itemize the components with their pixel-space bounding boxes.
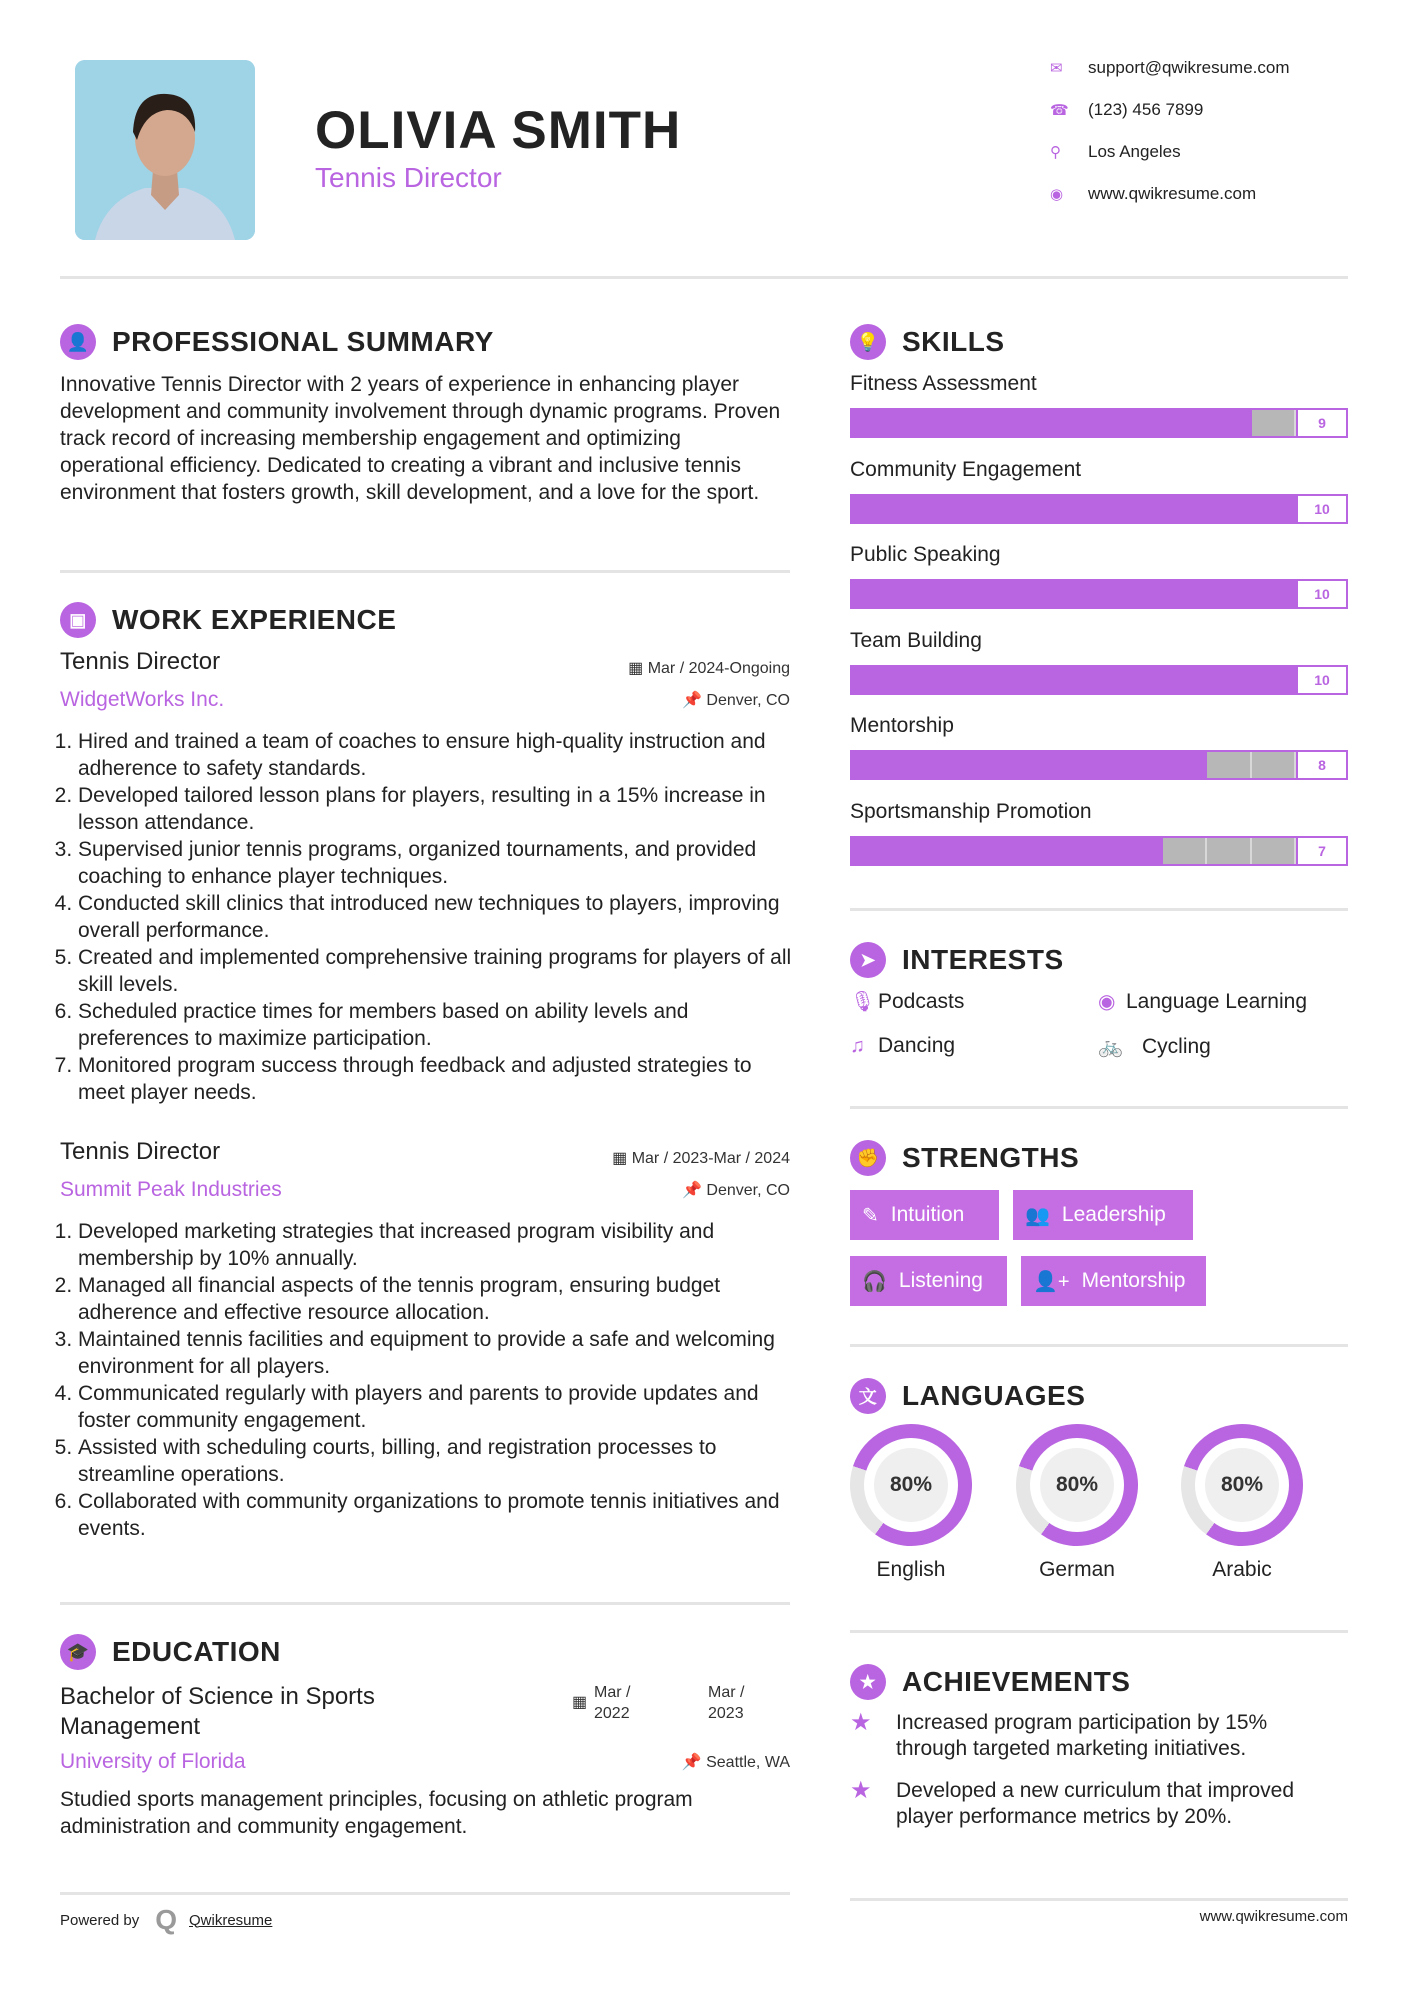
strength-chip <box>1021 1256 1206 1306</box>
strengths-heading <box>850 1140 1079 1176</box>
skills-heading <box>850 324 1005 360</box>
edu-date-start-text: Mar / 2022 <box>594 1684 631 1722</box>
microphone-icon: 🎙 <box>850 991 876 1013</box>
contact-website-text: www.qwikresume.com <box>1088 184 1257 203</box>
job-location-text: Denver, CO <box>706 692 790 709</box>
job-bullets <box>58 728 800 1106</box>
skill-bar-fill <box>852 667 1296 693</box>
magic-wand-icon: ✎ <box>862 1204 879 1227</box>
list-item: 3. Supervised junior tennis programs, organized tournaments, and provided coaching to enhance player techniques. <box>78 836 800 890</box>
calendar-icon: ▦ <box>612 1150 632 1167</box>
pin-icon: 📌 <box>681 1754 707 1771</box>
list-item: 5. Created and implemented comprehensive training programs for players of all skill levels. <box>78 944 800 998</box>
pin-icon: 📌 <box>682 692 707 709</box>
contact-email-text: support@qwikresume.com <box>1088 58 1290 77</box>
edu-date-start <box>572 1682 664 1724</box>
skill-bar-fill <box>852 581 1296 607</box>
strength-label: Intuition <box>890 1203 965 1226</box>
skill-bar-empty <box>1163 838 1296 864</box>
list-item: 1. Developed marketing strategies that increased program visibility and membership by 10% annually. <box>78 1218 800 1272</box>
language-name: English <box>876 1558 946 1581</box>
skill-name: Community Engagement <box>850 457 1082 481</box>
list-item: 7. Monitored program success through feedback and adjusted strategies to meet player needs. <box>78 1052 800 1106</box>
language-ring-inner <box>864 1438 958 1532</box>
contact-location <box>1050 142 1380 162</box>
skill-bar-segment <box>1163 838 1207 864</box>
edu-date-end <box>708 1682 778 1724</box>
list-item: 2. Managed all financial aspects of the tennis program, ensuring budget adherence and effective resource allocation. <box>78 1272 800 1326</box>
divider <box>850 1898 1348 1901</box>
interest-item <box>850 989 964 1014</box>
school-name: University of Florida <box>60 1750 246 1773</box>
list-item: 6. Scheduled practice times for members based on ability levels and preferences to maximize participation. <box>78 998 800 1052</box>
summary-heading <box>60 324 494 360</box>
job-location-text: Denver, CO <box>706 1182 790 1199</box>
strength-chip <box>850 1256 1007 1306</box>
contact-location-text: Los Angeles <box>1088 142 1181 161</box>
skill-bar <box>850 408 1348 438</box>
interest-item <box>1098 1034 1211 1059</box>
language-ring <box>834 1408 988 1562</box>
work-title: WORK EXPERIENCE <box>112 604 397 635</box>
achievement-item <box>850 1710 1340 1762</box>
skill-level-badge: 10 <box>1296 667 1346 693</box>
skill-bar-segment <box>1252 410 1296 436</box>
interests-heading <box>850 942 1064 978</box>
map-pin-icon: ⚲ <box>1050 144 1061 161</box>
skill-bar-segment <box>1207 752 1251 778</box>
phone-icon: ☎ <box>1050 102 1069 119</box>
strength-label: Listening <box>898 1269 983 1292</box>
list-item: 3. Maintained tennis facilities and equipment to provide a safe and welcoming environment for all players. <box>78 1326 800 1380</box>
graduation-icon: 🎓 <box>60 1634 96 1670</box>
edu-date-end-text: Mar / 2023 <box>708 1684 745 1722</box>
job-date-text: Mar / 2023-Mar / 2024 <box>631 1150 790 1167</box>
skill-level-badge: 7 <box>1296 838 1346 864</box>
powered-by-text: Powered by <box>60 1911 140 1929</box>
contact-email[interactable] <box>1050 58 1380 78</box>
language-name: Arabic <box>1212 1558 1272 1581</box>
achievement-item <box>850 1778 1340 1830</box>
skill-bar <box>850 665 1348 695</box>
globe-icon: ◉ <box>1050 186 1064 203</box>
calendar-icon: ▦ <box>572 1694 588 1711</box>
paper-plane-icon: ➤ <box>850 942 886 978</box>
degree-title: Bachelor of Science in Sports Management <box>60 1683 375 1740</box>
languages-title: LANGUAGES <box>902 1380 1086 1411</box>
envelope-icon: ✉ <box>1050 60 1063 77</box>
job-date-text: Mar / 2024-Ongoing <box>647 660 790 677</box>
skill-name: Mentorship <box>850 714 954 737</box>
skill-level-badge: 9 <box>1296 410 1346 436</box>
divider <box>850 1344 1348 1347</box>
strength-chip <box>850 1190 999 1240</box>
languages-heading <box>850 1378 1085 1414</box>
strength-label: Leadership <box>1061 1203 1166 1226</box>
strength-label: Mentorship <box>1081 1269 1186 1292</box>
contact-website[interactable] <box>1050 184 1380 204</box>
language-ring <box>1000 1408 1154 1562</box>
fist-icon: ✊ <box>850 1140 886 1176</box>
qwikresume-logo-icon: Q <box>155 1904 177 1935</box>
pin-icon: 📌 <box>682 1182 707 1199</box>
language-ring-inner <box>1030 1438 1124 1532</box>
interest-label: Dancing <box>878 1034 956 1057</box>
achievement-text: Developed a new curriculum that improved player performance metrics by 20%. <box>896 1779 1295 1828</box>
skill-level-badge: 10 <box>1296 581 1346 607</box>
users-icon: 👥 <box>1025 1204 1050 1227</box>
calendar-icon: ▦ <box>628 660 648 677</box>
work-heading <box>60 602 396 638</box>
divider <box>60 1602 790 1605</box>
strength-chip <box>1013 1190 1193 1240</box>
skills-title: SKILLS <box>902 326 1005 357</box>
brand-link[interactable]: Qwikresume <box>189 1911 273 1929</box>
job-title: Tennis Director <box>60 648 221 675</box>
skill-bar-fill <box>852 496 1296 522</box>
language-percent: 80% <box>1205 1448 1279 1522</box>
lightbulb-icon: 💡 <box>850 324 886 360</box>
strengths-title: STRENGTHS <box>902 1142 1080 1173</box>
achievement-text: Increased program participation by 15% through targeted marketing initiatives. <box>896 1711 1268 1760</box>
job-location <box>560 690 790 710</box>
user-plus-icon: 👤+ <box>1033 1270 1070 1293</box>
footer-url[interactable]: www.qwikresume.com <box>1199 1908 1348 1925</box>
divider <box>850 908 1348 911</box>
skill-name: Team Building <box>850 628 982 652</box>
achievements-heading <box>850 1664 1130 1700</box>
job-company: Summit Peak Industries <box>60 1178 282 1201</box>
skill-bar-fill <box>852 752 1207 778</box>
globe-icon: ◉ <box>1098 991 1116 1013</box>
interests-title: INTERESTS <box>902 944 1064 975</box>
achievements-title: ACHIEVEMENTS <box>902 1666 1131 1697</box>
interest-label: Cycling <box>1142 1034 1211 1058</box>
edu-location-text: Seattle, WA <box>706 1754 790 1771</box>
interest-label: Language Learning <box>1126 989 1308 1013</box>
list-item: 4. Communicated regularly with players and parents to provide updates and foster community engagement. <box>78 1380 800 1434</box>
education-title: EDUCATION <box>112 1636 281 1667</box>
user-icon: 👤 <box>60 324 96 360</box>
interest-item <box>850 1034 955 1058</box>
skill-name: Sportsmanship Promotion <box>850 799 1092 823</box>
job-date <box>560 658 790 678</box>
skill-bar <box>850 494 1348 524</box>
language-percent: 80% <box>874 1448 948 1522</box>
divider <box>850 1106 1348 1109</box>
job-title: Tennis Director <box>60 1138 221 1165</box>
divider <box>60 1892 790 1895</box>
interest-item <box>1098 989 1307 1014</box>
language-name: German <box>1039 1558 1115 1581</box>
star-badge-icon: ★ <box>850 1664 886 1700</box>
skill-bar-fill <box>852 410 1252 436</box>
list-item: 2. Developed tailored lesson plans for players, resulting in a 15% increase in lesson attendance. <box>78 782 800 836</box>
interest-label: Podcasts <box>878 989 965 1013</box>
candidate-role: Tennis Director <box>315 162 502 193</box>
language-percent: 80% <box>1040 1448 1114 1522</box>
skill-bar-fill <box>852 838 1163 864</box>
skill-bar <box>850 750 1348 780</box>
profile-photo <box>75 60 255 240</box>
skill-bar <box>850 836 1348 866</box>
header-divider <box>60 276 1348 279</box>
divider <box>850 1630 1348 1633</box>
job-company: WidgetWorks Inc. <box>60 688 225 711</box>
job-bullets <box>58 1218 800 1542</box>
job-location <box>560 1180 790 1200</box>
skill-level-badge: 10 <box>1296 496 1346 522</box>
list-item: 1. Hired and trained a team of coaches to ensure high-quality instruction and adherence to safety standards. <box>78 728 800 782</box>
skill-level-badge: 8 <box>1296 752 1346 778</box>
summary-text: Innovative Tennis Director with 2 years of experience in enhancing player development and community involvement through dynamic programs. Proven track record of increasing membership engagement and optimizing operational efficiency. Dedicated to creating a vibrant and inclusive tennis environment that fosters growth, skill development, and a love for the sport. <box>60 373 781 504</box>
education-heading <box>60 1634 281 1670</box>
skill-bar-segment <box>1252 752 1296 778</box>
bicycle-icon: 🚲 <box>1098 1036 1123 1058</box>
footer-powered <box>60 1904 272 1936</box>
headphones-icon: 🎧 <box>862 1270 887 1293</box>
contact-phone[interactable] <box>1050 100 1380 120</box>
list-item: 5. Assisted with scheduling courts, billing, and registration processes to streamline operations. <box>78 1434 800 1488</box>
star-icon: ★ <box>850 1709 872 1736</box>
contact-phone-text: (123) 456 7899 <box>1088 100 1204 119</box>
language-ring <box>1165 1408 1319 1562</box>
translate-icon: 文 <box>850 1378 886 1414</box>
education-text: Studied sports management principles, focusing on athletic program administration and community engagement. <box>60 1788 693 1838</box>
skill-bar-empty <box>1252 410 1296 436</box>
summary-title: PROFESSIONAL SUMMARY <box>112 326 494 357</box>
list-item: 6. Collaborated with community organizations to promote tennis initiatives and events. <box>78 1488 800 1542</box>
skill-bar-empty <box>1207 752 1296 778</box>
skill-name: Public Speaking <box>850 543 1001 566</box>
skill-bar-segment <box>1207 838 1251 864</box>
skill-name: Fitness Assessment <box>850 372 1037 395</box>
edu-location <box>560 1752 790 1772</box>
skill-bar <box>850 579 1348 609</box>
music-note-icon: ♫ <box>850 1034 865 1057</box>
skill-bar-segment <box>1252 838 1296 864</box>
candidate-name: OLIVIA SMITH <box>315 101 682 160</box>
briefcase-icon: ▣ <box>60 602 96 638</box>
job-date <box>540 1148 790 1168</box>
list-item: 4. Conducted skill clinics that introduced new techniques to players, improving overall performance. <box>78 890 800 944</box>
divider <box>60 570 790 573</box>
language-ring-inner <box>1195 1438 1289 1532</box>
star-icon: ★ <box>850 1777 872 1804</box>
